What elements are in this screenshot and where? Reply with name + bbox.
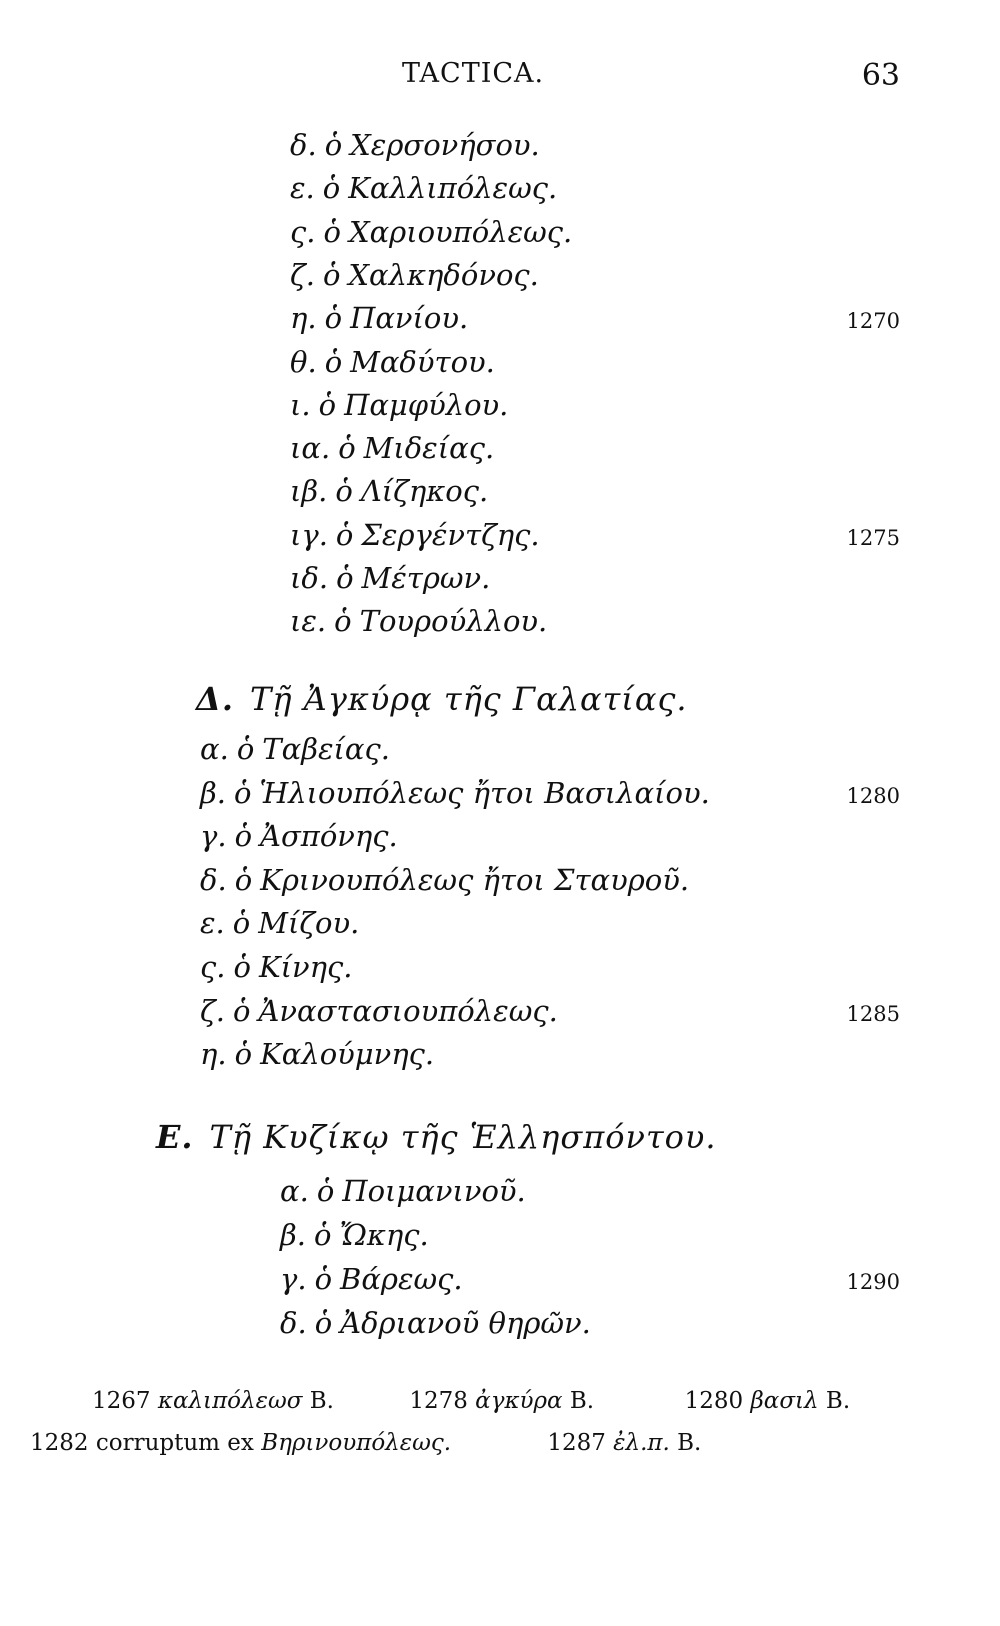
list-item — [290, 431, 1000, 475]
running-title: TACTICA. — [402, 58, 545, 89]
list-item — [200, 776, 1000, 820]
item-article: ὁ — [334, 604, 352, 639]
line-number: 1270 — [846, 309, 900, 334]
list-item — [200, 863, 1000, 907]
note-1280: 1280 βασιλ B. — [684, 1388, 851, 1414]
line-number: 1290 — [846, 1270, 900, 1294]
item-number: γ. — [280, 1262, 307, 1296]
list-item — [200, 906, 1000, 950]
note-1287: 1287 ἐλ.π. B. — [547, 1430, 702, 1456]
item-number: α. — [280, 1174, 309, 1208]
item-number: ιγ. — [290, 517, 328, 552]
item-number: ε. — [200, 906, 225, 941]
item-article: ὁ — [314, 1262, 333, 1296]
item-number: ς. — [290, 214, 316, 249]
item-article: ὁ — [234, 819, 253, 854]
item-article: ὁ — [322, 257, 341, 292]
item-see-name: Μιδείας. — [363, 431, 495, 466]
item-article: ὁ — [324, 128, 343, 162]
note-1267: 1267 καλιπόλεωσ B. — [92, 1388, 334, 1414]
item-article: ὁ — [234, 1037, 253, 1072]
page-number: 63 — [861, 58, 900, 93]
list-item — [290, 388, 1000, 432]
item-number: β. — [280, 1218, 306, 1252]
section-3-heading — [156, 1118, 717, 1156]
line-number: 1280 — [846, 783, 900, 808]
item-number: δ. — [200, 862, 227, 897]
section-2-title: Τῇ Ἀγκύρᾳ τῆς Γαλατίας. — [249, 680, 688, 718]
item-number: ια. — [290, 431, 331, 466]
item-article: ὁ — [335, 474, 353, 509]
item-see-name: Καλλιπόλεως. — [348, 171, 558, 206]
item-article: ὁ — [234, 862, 253, 897]
item-number: ιβ. — [290, 474, 328, 509]
item-see-name: Ἀναστασιουπόλεως. — [258, 993, 558, 1028]
item-see-name: Τουρούλλου. — [359, 604, 548, 639]
list-item — [290, 171, 1000, 215]
item-number: θ. — [290, 344, 317, 379]
list-item — [290, 258, 1000, 302]
item-article: ὁ — [324, 301, 343, 336]
item-number: γ. — [200, 819, 227, 854]
note-1278: 1278 ἀγκύρα B. — [409, 1388, 595, 1414]
item-number: ς. — [200, 950, 226, 984]
item-number: η. — [290, 301, 317, 336]
list-item — [280, 1218, 1000, 1262]
item-see-name: Σεργέντζης. — [361, 517, 540, 552]
section-3-title: Τῇ Κυζίκῳ τῆς Ἑλλησπόντου. — [209, 1118, 717, 1156]
list-item — [290, 474, 1000, 518]
item-number: ζ. — [290, 257, 315, 292]
item-article: ὁ — [323, 214, 341, 249]
list-item — [200, 950, 1000, 994]
list-item — [280, 1174, 1000, 1218]
item-see-name: Ἀσπόνης. — [260, 819, 398, 854]
item-see-name: Κρινουπόλεως ἤτοι Σταυροῦ. — [260, 862, 690, 897]
item-see-name: Καλούμνης. — [260, 1037, 435, 1072]
item-see-name: Λίζηκος. — [360, 474, 489, 509]
item-number: α. — [200, 732, 229, 766]
item-see-name: Μαδύτου. — [350, 344, 495, 379]
item-see-name: Κίνης. — [258, 950, 353, 984]
item-see-name: Μέτρων. — [361, 561, 491, 595]
list-item — [290, 128, 1000, 172]
item-see-name: Πανίου. — [350, 301, 469, 336]
item-article: ὁ — [335, 517, 354, 552]
list-item — [200, 994, 1000, 1038]
item-article: ὁ — [324, 344, 343, 379]
item-number: ζ. — [200, 993, 225, 1028]
item-article: ὁ — [318, 387, 337, 422]
item-see-name: Παμφύλου. — [344, 387, 509, 422]
item-see-name: Ὤκης. — [339, 1218, 429, 1252]
item-see-name: Χαριουπόλεως. — [348, 214, 573, 249]
item-article: ὁ — [314, 1306, 333, 1340]
item-number: η. — [200, 1037, 227, 1072]
item-see-name: Μίζου. — [258, 906, 360, 941]
item-article: ὁ — [316, 1174, 335, 1208]
item-article: ὁ — [313, 1218, 332, 1252]
item-article: ὁ — [232, 993, 251, 1028]
item-number: ιε. — [290, 604, 327, 639]
line-number: 1285 — [846, 1001, 900, 1026]
item-number: δ. — [280, 1306, 307, 1340]
list-item — [200, 732, 1000, 776]
item-article: ὁ — [336, 561, 354, 595]
item-article: ὁ — [233, 775, 252, 810]
section-2-number: Δ. — [196, 680, 234, 718]
list-item — [290, 215, 1000, 259]
item-article: ὁ — [322, 171, 341, 206]
item-see-name: Ἀδριανοῦ θηρῶν. — [340, 1306, 591, 1340]
list-item — [290, 561, 1000, 605]
section-3-number: Ε. — [156, 1118, 194, 1156]
apparatus-line-2 — [30, 1430, 701, 1456]
note-1282: 1282 corruptum ex Βηρινουπόλεως. — [30, 1430, 452, 1456]
section-2-heading — [196, 680, 688, 718]
apparatus-line-1 — [92, 1388, 850, 1414]
item-see-name: Χαλκηδόνος. — [348, 257, 539, 292]
item-article: ὁ — [232, 906, 251, 941]
list-item — [200, 819, 1000, 863]
item-article: ὁ — [236, 732, 255, 766]
list-item — [200, 1037, 1000, 1081]
list-item — [280, 1262, 1000, 1306]
list-item — [290, 301, 1000, 345]
item-article: ὁ — [233, 950, 251, 984]
item-see-name: Χερσονήσου. — [350, 128, 540, 162]
item-number: β. — [200, 775, 226, 810]
item-see-name: Ἡλιουπόλεως ἤτοι Βασιλαίου. — [259, 775, 710, 810]
item-see-name: Βάρεως. — [340, 1262, 463, 1296]
item-article: ὁ — [338, 431, 356, 466]
item-number: ιδ. — [290, 561, 329, 595]
line-number: 1275 — [846, 525, 900, 550]
list-item — [290, 345, 1000, 389]
list-item — [290, 604, 1000, 648]
item-see-name: Ποιμανινοῦ. — [342, 1174, 526, 1208]
item-number: ι. — [290, 387, 311, 422]
item-number: δ. — [290, 128, 317, 162]
list-item — [290, 518, 1000, 562]
item-see-name: Ταβείας. — [262, 732, 390, 766]
item-number: ε. — [290, 171, 315, 206]
list-item — [280, 1306, 1000, 1350]
